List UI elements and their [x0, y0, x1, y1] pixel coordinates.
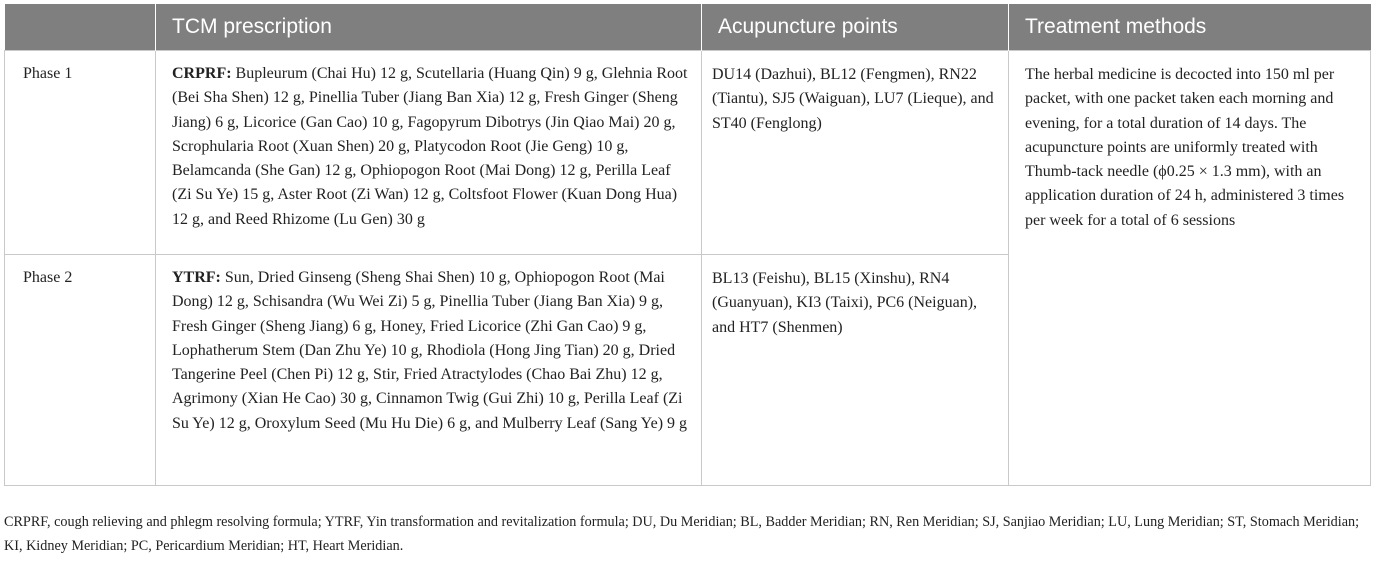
acupuncture-points-cell: BL13 (Feishu), BL15 (Xinshu), RN4 (Guanyuan), KI3 (Taixi), PC6 (Neiguan), and HT7 (Shenmen): [702, 255, 1009, 486]
acupuncture-points-cell: DU14 (Dazhui), BL12 (Fengmen), RN22 (Tiantu), SJ5 (Waiguan), LU7 (Lieque), and ST40 (Fenglong): [702, 51, 1009, 255]
prescription-cell: [156, 51, 702, 255]
header-treatment-methods: Treatment methods: [1009, 4, 1371, 51]
prescription-text: Bupleurum (Chai Hu) 12 g, Scutellaria (Huang Qin) 9 g, Glehnia Root (Bei Sha Shen) 12 g, Pinellia Tuber (Jiang Ban Xia) 12 g, Fresh Ginger (Sheng Jiang) 6 g, Licorice (Gan Cao) 10 g, Fagopyrum Dibotrys (Jin Qiao Mai) 20 g, Scrophularia Root (Xuan Shen) 20 g, Platycodon Root (Jie Geng) 10 g, Belamcanda (She Gan) 12 g, Ophiopogon Root (Mai Dong) 12 g, Perilla Leaf (Zi Su Ye) 15 g, Aster Root (Zi Wan) 12 g, Coltsfoot Flower (Kuan Dong Hua) 12 g, and Reed Rhizome (Lu Gen) 30 g: [172, 65, 688, 228]
header-acupuncture-points: Acupuncture points: [702, 4, 1009, 51]
header-phase: [5, 4, 156, 51]
prescription-text: Sun, Dried Ginseng (Sheng Shai Shen) 10 g, Ophiopogon Root (Mai Dong) 12 g, Schisandra (Wu Wei Zi) 5 g, Pinellia Tuber (Jiang Ban Xia) 9 g, Fresh Ginger (Sheng Jiang) 6 g, Honey, Fried Licorice (Zhi Gan Cao) 9 g, Lophatherum Stem (Dan Zhu Ye) 10 g, Rhodiola (Hong Jing Tian) 20 g, Dried Tangerine Peel (Chen Pi) 12 g, Stir, Fried Atractylodes (Chao Bai Zhu) 12 g, Agrimony (Xian He Cao) 30 g, Cinnamon Twig (Gui Zhi) 10 g, Perilla Leaf (Zi Su Ye) 12 g, Oroxylum Seed (Mu Hu Die) 6 g, and Mulberry Leaf (Sang Ye) 9 g: [172, 269, 688, 432]
treatment-methods-cell: The herbal medicine is decocted into 150 ml per packet, with one packet taken each morning and evening, for a total duration of 14 days. The acupuncture points are uniformly treated with Thumb-tack needle (ϕ0.25 × 1.3 mm), with an application duration of 24 h, administered 3 times per week for a total of 6 sessions: [1009, 51, 1371, 486]
table-row: [5, 51, 1371, 255]
formula-abbreviation: YTRF:: [172, 269, 221, 286]
header-tcm-prescription: TCM prescription: [156, 4, 702, 51]
table-header-row: [5, 4, 1371, 51]
treatment-table: [4, 4, 1371, 486]
phase-cell: Phase 1: [5, 51, 156, 255]
formula-abbreviation: CRPRF:: [172, 65, 232, 82]
table-footnote: CRPRF, cough relieving and phlegm resolving formula; YTRF, Yin transformation and revitalization formula; DU, Du Meridian; BL, Badder Meridian; RN, Ren Meridian; SJ, Sanjiao Meridian; LU, Lung Meridian; ST, Stomach Meridian; KI, Kidney Meridian; PC, Pericardium Meridian; HT, Heart Meridian.: [4, 514, 1360, 554]
prescription-cell: [156, 255, 702, 486]
phase-cell: Phase 2: [5, 255, 156, 486]
